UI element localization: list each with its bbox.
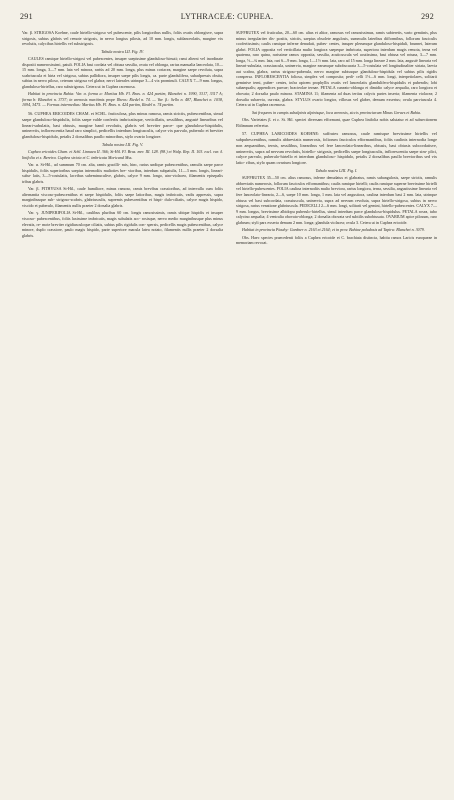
paragraph: CAULES ramique hirtello-strigosi vel pubescentes, insuper saepissime glanduloso-hirsuti; rami alterni vel inordinate dispositi numerosissimi, patuli. FOLIA basi cordata vel obtusa sessilia, ovata vel oblonga, rarius manualia lanceolata, 10—15 mm. longa, 3—7 mm. lata vel minora, rariùs ad 20 mm. longa, plus minus coriacea, margine saepe revoluta, supra scabriuscula et hirta vel strigosa, subtus pallidiora, insuper saepe pilis longis, ca. parte glandulifera, subadpressis obsita, subtus in nervo piloso, ceterum strigosa vel glabra; nervi laterales utrinque 3—4 vix prominuli. CALYX 7—9 mm. longus, glanduloso-hirtellus, raro substrigosus. Cetera ut in Cuphea racemosa. (22, 56, 223, 89)
synonymy: Cuphea ericoides Cham. et Schl. Linnaea II. 366; St-Hil. Fl. Bras. mer. III. 128. (98.) et Walp. Rep. II. 103. excl. var. δ. linifolia et ε. Bereira. Cuphea stricta et C. imbricata Moricand Mss. (22, 149, 223, 160)
running-title: LYTHRACEÆ: CUPHEA. (180, 12, 274, 21)
habitat-citation: Sat frequens in campis subalpinis alpinisque, loca arenosis, siccis provinciarum Minas Geraes et Bahia. (251, 109, 422, 115)
paragraph: Var. β. PITHYUSA St-Hil., caule humiliore, minus ramoso, ramis brevibus crassioribus, ad intervalla cum foliis alternantia viscoso-pubescentibus et saepe hispidulis, foliis saepe latioribus, magis imbricatis, vadis appressis, supra marginibusque sub- strigoso-scabris, glabriusculis, supremis pubescentibus et hispi- dulo-ciliatis, calyce magis hispido, viscido et puberulo, filamentis nullis praeter 2 dorsalia glabris. (22, 186, 223, 208)
observation: Obs. Haec species praecedenti foliis a Cuphea ericoide et C. brachiata distincta, habitu ramos Laricis europaeae in memoriam revocat. (236, 234, 437, 246)
page-number-left: 291 (20, 12, 33, 21)
plate-reference: Tabula nostra LIII. Fig. I. (315, 167, 358, 173)
observation: Obs. Varietates β. et ε. St. Hil. speciei diversam efformant, quae Cuphea linifolia nobis salutatur et ad subsectionem Eblimnum referetur. (236, 117, 437, 128)
habitat-citation: Habitat in provincia Piauhy: Gardner n. 2163 et 2164; et in prov. Bahiae paludosis ad Tapiru: Blanchet n. 3079. (242, 227, 425, 233)
paragraph: SUFFRUTEX 35—50 cm. altus ramosus, inferne denudatus et glabratus, ramis subangulosis, saepe strictis, ramulis abbreviatis numerosis, follorum fasciculos efformantibus; caulis ramique hirtelli; caulis ramique superne brevissime hirtelli vel hirtello-pubescentes. FOLIA caulina internodiis multo breviora, rarius longiora, terna, sessilia, angustissime linearia vel fere lanceolato-linearia, 2—6, saepe 10 mm. longa, 1 mm. lata vel angustiora, caulina interdum basi 2 mm. lata, utrinque obtusa vel basi subcordata, crassiuscula, uninervia, supra ad nervum revoluta, supra hirtello-strigosa, subtus in nervo strigosa, rarius venatione glabriuscula. PEDICELLI 2—6 mm. longi, solitarii vel gemini, hirtello-pubescentes. CALYX 7—9 mm. longus, brevissime albidopu puberulo-hirtellus, simul interdum parce glanduloso-hispidulus. PETALA rosea, tubo calycino aequalia; 4 ventralia obovato-oblonga; 2 dorsalia obovata sed subtilis subobtusata. OVARIUM apice pilosum, raro glabrum; styli pars exserta demum 2 mm. longa; glandula violacea; ovula 3. Cetera ut in Cuphea ericoide. (236, 175, 437, 225)
paragraph: SUFFRUTEX vel fruticulus, 20—60 cm. altus et altior, ramosus vel ramosissimus, ramis subteretis, vario gemiinis, plus minus irregulariter dis- positis, strictis, saepius obsolete angulosis, summulis lateribus difformibus, follorum fasciculis coofertissimis; caulis ramique inferne denudati, pubes- centes, insuper plerumque glanduloso-hispiduli, brunnei, laterum glabri. FOLIA opposita vel verticillata multo longiora saepeque imbricata, superiora interdum magis remota, terna vel quaterna, raro quina, rarissime ramos opposita, sessilia, acuticuscula vel acutissima, basi obtusa vel rotuna, 3—7 mm. longa, ½—¾ mm. lata, rari 6—9 mm. longa, 1—1½ mm. lata, raro ad 15 mm. longa lineare 2 mm. lata, angustè linearia vel lineari-subulata, crassiuscula, uninervia, margine earumque subobscurata 3—5-costulata vel longitudinaliter striata, laevia aut scabra, glabra, rarius strigoso-puberula, nervo margine subtusque glanduloso-hispidula vel subtus pilis rigidis conspersa. INFLORESCENTIA foliosa, simplex vel composita; pedi- celli 1½—6 mm. longi, interpetiolares, solitarii geminive terni, puber- centes, infra apicem prophyllis ovatis vel lanceolatis glandulifero-hispidulis et pubendis; lobi subaequalis; appendices parvae; bracteolae ternae. PETALA cuneato-oblonga et dimidio calyce aequalia, raro longiora et obovata; 2 dorsalia paulo minora. STAMINA 11; filamenta ad duas tertias calycis partes inserta; filamenta violacea; 2 dorsalia subaevia, curvata, glabra. STYLUS ovario longior, villosus vel glaber, demum exsertus; ovula parviuscula 4. Cetera ut in Cuphea racemosa. (236, 30, 437, 108)
habitat-citation: Habitat in provincia Bahia: Var. α. forma a: Martius Hb. Fl. Bras. n. 424 partim, Blanchet n. 1990, 3317, 3317 A; forma b: Blanchet n. 3737; in arenosis maritimis prope Ilheos: Riedel n. 74. — Var. β.: Sello n. 487, Blanchet n. 1038, 1094, 3475. — Formas intermedias: Martius Hb. Fl. Bras. n. 424 partim, Riedel n. 74 partim. (22, 91, 223, 108)
page-number-right: 292 (421, 12, 434, 21)
paragraph: Var. α. St-Hil., ad summum 70 cm. alta, ramis gracilli- mis, hinc, rarius undique pubescentibus, ramulis saepe parce hispidulis, foliis superioribus saepius internodiis multoties bre- vioribus, interdum subpatulis, 11—3 mm. longis, lineari-subu- latis, 3—5-costulatis, lacvibus subeminuculive, glabris, calyce 9 mm. longo, atro-violaceo, filamentis episepalis tribus glabris. (22, 162, 223, 184)
right-column (236, 30, 437, 248)
paragraph: Var. β. STRIGOSA Koehne, caule hirtello-strigoso vel pubescente, pilis longioribus nullis, foliis ovatis oblongisve, supra strigosis, subtus glabris vel remote strigosis, in nervo longius pilosis, ad 10 mm. longis, sublanceolatis, margine vix revolutis, calycibus hirtellis vel substrigosis. (22, 30, 223, 47)
plate-reference: Tabula nostra LII. Fig. IV. (101, 48, 144, 54)
running-header (20, 10, 434, 24)
left-column (22, 30, 223, 240)
species-heading: 57. CUPHEA LARICOIDES KOEHNE: suffrutex ramosus, caule ramisque brevissime hirtellis vel subpubescentibus, ramulis abbreviatis numerosis, foliorum fasciculos efformantibus, foliis caulinis internodia longe non aequantibus, ternis, sessilibus, linearibus vel fere lanceolato-linearibus, obtusis, basi obtusis subcordatisve, uninerviis, supra ad nervum revolutis, hirtello- strigosis, pedicellis saepe longiusculis, inflorescentia saepe sim- plici, calyce parvulo, puberulo-hirtello et interdum glanduloso- hispidulo, petalis 2 dorsalibus paullo brevioribus sed vix latio- ribus, stylo quam ovarium longiore. (236, 131, 437, 166)
plate-reference: Tabula nostra LII. Fig. V. (101, 141, 144, 147)
paragraph: Var. γ. JUNIPERIFOLIA St-Hil., caulibus pluribus 60 cm. longis ramosissimis, ramis ubique hispidis et insuper viscoso- pubescentibus, foliis laxissime imbricatis, magis subulatis acc- rosisque, nervo medio marginibusque plus minus elevatis, re- mote breviter rigidiusculoque ciliatis, subtus pilis rigidulis con- spersis, pedicellis magis pubescentibus, calyce minore, duplo crassiore, paulo magis hispido, parte superiore macula latea notato, filamentis nullis praeter 2 dorsalia glabris. (22, 210, 223, 238)
species-heading: 56. CUPHEA ERICOIDES CHAM. et SCHL. fruticulosa, plus minus ramosa, ramis strictis, pubescentibus, simul saepe glanduloso-hispidulis, foliis saepe valde confertis imbricatisque, verticillatis, sessilibus, angustè linearibus vel lineari-subulatis, basi obtusis, margine band revolutis, glabris vel breviter parce- que glanduloso-hispidulis, uninerviis, inflorescentia haud raro simplici, pedicellis interdum longiusculis, calyce vix parvulo, puberulo et breviter glanduloso-hispidulo, petalis 2 dorsalibus paullo minoribus, stylo ovario longiore. (22, 111, 223, 139)
